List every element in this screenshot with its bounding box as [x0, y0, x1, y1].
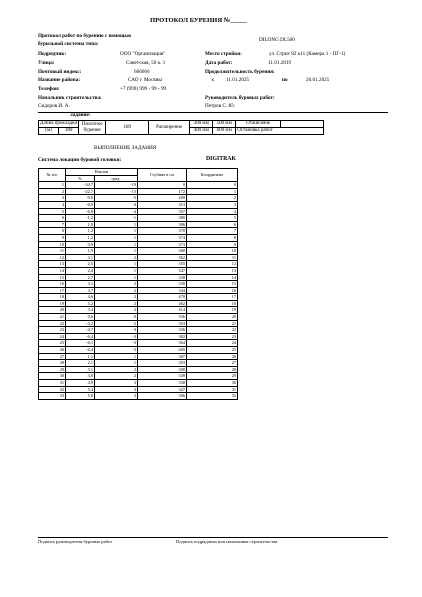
rod-number: 6 — [39, 215, 66, 222]
table-row — [39, 195, 238, 202]
rod-number: 4 — [39, 201, 66, 208]
depth-cm: 349 — [138, 373, 187, 380]
table-row — [39, 300, 238, 307]
rod-number: 21 — [39, 314, 66, 321]
depth-cm: 380 — [138, 215, 187, 222]
duration-to-label: по — [282, 77, 288, 83]
header-length: Координаты — [187, 169, 238, 182]
length-m: 2 — [187, 195, 238, 202]
rod-number: 22 — [39, 320, 66, 327]
length-m: 19 — [187, 307, 238, 314]
footer-left-signature: Подпись руководителя буровых работ — [38, 539, 113, 544]
rod-number: 33 — [39, 393, 66, 400]
depth-cm: 172 — [138, 188, 187, 195]
locator-value: DIGITRAK — [206, 156, 236, 162]
depth-cm: 357 — [138, 208, 187, 215]
incline-degrees: 1 — [95, 221, 138, 228]
incline-percent: 3,8 — [66, 373, 95, 380]
incline-percent: -6,4 — [66, 333, 95, 340]
length-m: 28 — [187, 366, 238, 373]
expansion-1b: 500 мм — [213, 121, 236, 128]
length-m: 27 — [187, 360, 238, 367]
incline-degrees: -5 — [95, 195, 138, 202]
depth-cm: 306 — [138, 393, 187, 400]
table-row — [39, 320, 238, 327]
incline-degrees: -4 — [95, 208, 138, 215]
table-row — [39, 248, 238, 255]
depth-cm: 330 — [138, 281, 187, 288]
table-row — [39, 340, 238, 347]
incline-degrees: 1 — [95, 267, 138, 274]
footer-divider — [38, 537, 388, 538]
work-date-value: 11.01.2019 — [268, 60, 292, 66]
phone-label: Телефон: — [38, 86, 60, 92]
contractor-label: Подрядчик: — [38, 51, 67, 57]
incline-degrees: -3 — [95, 327, 138, 334]
incline-degrees: -19 — [95, 182, 138, 189]
rod-number: 26 — [39, 347, 66, 354]
depth-cm: 386 — [138, 221, 187, 228]
drilling-head-value: Петров С. Ю. — [205, 103, 235, 109]
document-title: ПРОТОКОЛ БУРЕНИЯ №_____ — [150, 17, 247, 24]
incline-degrees: 0 — [95, 314, 138, 321]
incline-percent: -6,9 — [66, 201, 95, 208]
rod-number: 9 — [39, 234, 66, 241]
incline-percent: 2,5 — [66, 261, 95, 268]
drilling-data-table — [38, 168, 238, 400]
length-label: Длина прокладки — [40, 121, 78, 126]
depth-cm: 308 — [138, 366, 187, 373]
table-row — [39, 333, 238, 340]
task-label: Задание: — [70, 112, 91, 118]
length-m: 20 — [187, 314, 238, 321]
incline-degrees: 3 — [95, 393, 138, 400]
rod-number: 16 — [39, 281, 66, 288]
footer-right-signature: Подпись подрядчика или начальника строительства — [176, 539, 278, 544]
table-row — [39, 208, 238, 215]
incline-degrees: 1 — [95, 274, 138, 281]
depth-cm: 382 — [138, 333, 187, 340]
depth-cm: 336 — [138, 314, 187, 321]
incline-degrees: 1 — [95, 353, 138, 360]
incline-percent: 1,9 — [66, 248, 95, 255]
incline-degrees: 1 — [95, 261, 138, 268]
header-rod: № п/п — [39, 169, 66, 182]
expansion-2b: 600 мм — [213, 128, 236, 135]
depth-cm: 344 — [138, 287, 187, 294]
depth-cm: 209 — [138, 195, 187, 202]
length-m: 8 — [187, 234, 238, 241]
incline-degrees: 2 — [95, 366, 138, 373]
table-row — [39, 241, 238, 248]
length-m: 17 — [187, 294, 238, 301]
expansion-2a: 400 мм — [190, 128, 213, 135]
site-label: Место стройки: — [205, 51, 242, 57]
incline-percent: -1,2 — [66, 215, 95, 222]
incline-percent: 3,1 — [66, 366, 95, 373]
length-m: 14 — [187, 274, 238, 281]
length-m: 22 — [187, 327, 238, 334]
table-row — [39, 228, 238, 235]
depth-cm: 353 — [138, 360, 187, 367]
incline-percent: 1,2 — [66, 228, 95, 235]
rod-number: 10 — [39, 241, 66, 248]
table-row — [39, 215, 238, 222]
incline-percent: 1,9 — [66, 221, 95, 228]
incline-degrees: 2 — [95, 281, 138, 288]
locator-label: Система локации буровой головки: — [38, 157, 122, 163]
length-cell — [39, 128, 79, 135]
rod-number: 28 — [39, 360, 66, 367]
incline-percent: 3,1 — [66, 281, 95, 288]
rod-number: 27 — [39, 353, 66, 360]
header-degrees: град. — [95, 175, 138, 182]
table-row — [39, 182, 238, 189]
length-m: 25 — [187, 347, 238, 354]
length-m: 29 — [187, 373, 238, 380]
incline-degrees: 2 — [95, 300, 138, 307]
site-value: ул. Стрит 82 к11 (Камера 1 - ПГ-1) — [269, 51, 346, 57]
length-unit: (м) — [39, 128, 59, 134]
rod-number: 31 — [39, 380, 66, 387]
expansion-label: Расширение — [149, 121, 190, 135]
incline-percent: 2,1 — [66, 360, 95, 367]
depth-cm: 387 — [138, 353, 187, 360]
length-m: 16 — [187, 287, 238, 294]
drill-model: DILONG DL500 — [259, 37, 295, 43]
length-m: 7 — [187, 228, 238, 235]
depth-cm: 0 — [138, 182, 187, 189]
header-percent: % — [66, 175, 95, 182]
length-m: 32 — [187, 393, 238, 400]
table-row — [39, 188, 238, 195]
table-row — [39, 386, 238, 393]
incline-percent: 4,9 — [66, 380, 95, 387]
incline-percent: 4,6 — [66, 294, 95, 301]
depth-cm: 373 — [138, 241, 187, 248]
depth-cm: 405 — [138, 347, 187, 354]
incline-percent: 1,2 — [66, 234, 95, 241]
length-m: 21 — [187, 320, 238, 327]
depth-cm: 338 — [138, 380, 187, 387]
depth-cm: 362 — [138, 254, 187, 261]
rod-number: 1 — [39, 182, 66, 189]
heading-line-2: бурильной системы типа: — [38, 41, 99, 47]
district-value: САО г. Москвы — [128, 77, 162, 83]
incline-percent: 3,1 — [66, 254, 95, 261]
length-m: 18 — [187, 300, 238, 307]
incline-percent: 3,4 — [66, 307, 95, 314]
length-m: 13 — [187, 267, 238, 274]
incline-percent: 0,9 — [66, 241, 95, 248]
rod-number: 19 — [39, 300, 66, 307]
table-row — [39, 307, 238, 314]
length-m: 1 — [187, 188, 238, 195]
postcode-label: Почтовый индекс: — [38, 69, 82, 75]
length-m: 3 — [187, 201, 238, 208]
table-row — [39, 234, 238, 241]
length-m: 9 — [187, 241, 238, 248]
rod-number: 8 — [39, 228, 66, 235]
duration-from: 11.01.2025 — [226, 77, 250, 83]
length-m: 30 — [187, 380, 238, 387]
table-row — [39, 221, 238, 228]
rod-number: 30 — [39, 373, 66, 380]
length-m: 6 — [187, 221, 238, 228]
heading-line-1: Протокол работ по бурению с помощью — [38, 33, 132, 39]
table-row — [39, 347, 238, 354]
length-m: 31 — [187, 386, 238, 393]
depth-cm: 478 — [138, 294, 187, 301]
incline-percent: 5,4 — [66, 386, 95, 393]
calibration-label: Отжигание — [236, 121, 281, 128]
incline-degrees: 1 — [95, 241, 138, 248]
depth-cm: 368 — [138, 248, 187, 255]
drilling-head-label: Руководитель буровых работ: — [205, 95, 275, 101]
incline-degrees: -3 — [95, 333, 138, 340]
incline-percent: -4,7 — [66, 327, 95, 334]
incline-degrees: 3 — [95, 386, 138, 393]
contractor-value: ООО "Организация" — [120, 51, 166, 57]
table-row — [39, 366, 238, 373]
rod-number: 11 — [39, 248, 66, 255]
incline-percent: 5,2 — [66, 300, 95, 307]
incline-degrees: -1 — [95, 215, 138, 222]
expansion-1a: 300 мм — [190, 121, 213, 128]
work-date-label: Дата работ: — [205, 60, 233, 66]
table-row — [39, 267, 238, 274]
rod-number: 17 — [39, 287, 66, 294]
incline-percent: 3,7 — [66, 287, 95, 294]
header-inclination: Наклон — [66, 169, 138, 176]
rod-number: 18 — [39, 294, 66, 301]
table-row — [39, 281, 238, 288]
incline-percent: 0,6 — [66, 314, 95, 321]
length-value: 180 — [64, 128, 73, 133]
incline-degrees: -3 — [95, 340, 138, 347]
depth-cm: 374 — [138, 234, 187, 241]
table-row — [39, 353, 238, 360]
incline-percent: -6,8 — [66, 208, 95, 215]
incline-degrees: 2 — [95, 294, 138, 301]
length-m: 23 — [187, 333, 238, 340]
incline-degrees: 1 — [95, 234, 138, 241]
incline-degrees: -2 — [95, 320, 138, 327]
duration-from-label: с — [212, 77, 215, 83]
incline-degrees: 1 — [95, 360, 138, 367]
length-m: 10 — [187, 248, 238, 255]
task-dimensions-table — [38, 120, 324, 135]
incline-degrees: 3 — [95, 380, 138, 387]
rod-number: 2 — [39, 188, 66, 195]
construction-head-value: Сидоров И. А. — [38, 103, 70, 109]
rod-number: 20 — [39, 307, 66, 314]
incline-degrees: 2 — [95, 373, 138, 380]
length-m: 12 — [187, 261, 238, 268]
table-row — [39, 287, 238, 294]
depth-cm: 414 — [138, 307, 187, 314]
rod-number: 24 — [39, 333, 66, 340]
rod-number: 29 — [39, 366, 66, 373]
district-label: Название района: — [38, 77, 81, 83]
duration-label: Продолжительность бурения: — [205, 69, 275, 75]
length-m: 24 — [187, 340, 238, 347]
table-row — [39, 373, 238, 380]
depth-cm: 364 — [138, 340, 187, 347]
stop-label: Остановка работ — [236, 128, 324, 135]
rod-number: 32 — [39, 386, 66, 393]
depth-cm: 336 — [138, 327, 187, 334]
table-row — [39, 360, 238, 367]
phone-value: +7 (999) 999 - 99 - 99 — [120, 86, 167, 92]
depth-cm: 353 — [138, 320, 187, 327]
street-label: Улица: — [38, 60, 55, 66]
depth-cm: 347 — [138, 267, 187, 274]
pilot-label: Пилотное бурение — [79, 121, 106, 135]
incline-percent: 1,1 — [66, 353, 95, 360]
length-m: 26 — [187, 353, 238, 360]
table-row — [39, 380, 238, 387]
table-row — [39, 254, 238, 261]
incline-degrees: 2 — [95, 254, 138, 261]
incline-percent: 2,4 — [66, 267, 95, 274]
incline-percent: -6,4 — [66, 347, 95, 354]
depth-cm: 313 — [138, 201, 187, 208]
rod-number: 12 — [39, 254, 66, 261]
table-row — [39, 327, 238, 334]
rod-number: 25 — [39, 340, 66, 347]
table-row — [39, 393, 238, 400]
rod-number: 14 — [39, 267, 66, 274]
incline-percent: -3,2 — [66, 320, 95, 327]
table-row — [39, 314, 238, 321]
incline-percent: 2,7 — [66, 274, 95, 281]
incline-percent: -6,1 — [66, 340, 95, 347]
depth-cm: 378 — [138, 228, 187, 235]
table-row — [39, 261, 238, 268]
construction-head-label: Начальник строительства: — [38, 95, 102, 101]
incline-degrees: -4 — [95, 201, 138, 208]
pilot-value: 189 — [106, 121, 149, 135]
rod-number: 7 — [39, 221, 66, 228]
length-m: 5 — [187, 215, 238, 222]
incline-percent: 5,8 — [66, 393, 95, 400]
rod-number: 23 — [39, 327, 66, 334]
table-row — [39, 294, 238, 301]
rod-number: 3 — [39, 195, 66, 202]
incline-percent: -34,7 — [66, 182, 95, 189]
incline-degrees: 1 — [95, 248, 138, 255]
incline-degrees: -13 — [95, 188, 138, 195]
length-m: 0 — [187, 182, 238, 189]
incline-degrees: 2 — [95, 287, 138, 294]
incline-degrees: 1 — [95, 228, 138, 235]
incline-degrees: -3 — [95, 347, 138, 354]
duration-to: 20.01.2025 — [306, 77, 330, 83]
length-m: 4 — [187, 208, 238, 215]
depth-cm: 462 — [138, 300, 187, 307]
table-row — [39, 274, 238, 281]
depth-cm: 355 — [138, 261, 187, 268]
table-row — [39, 201, 238, 208]
incline-percent: -9,9 — [66, 195, 95, 202]
incline-percent: -22,7 — [66, 188, 95, 195]
calibration-value — [281, 121, 324, 128]
rod-number: 15 — [39, 274, 66, 281]
header-depth: Глубина в см — [138, 169, 187, 182]
rod-number: 13 — [39, 261, 66, 268]
length-m: 15 — [187, 281, 238, 288]
incline-degrees: 2 — [95, 307, 138, 314]
depth-cm: 338 — [138, 274, 187, 281]
depth-cm: 327 — [138, 386, 187, 393]
postcode-value: 666666 — [134, 69, 150, 75]
execution-label: ВЫПОЛНЕНИЕ ЗАДАНИЯ — [94, 145, 157, 151]
rod-number: 5 — [39, 208, 66, 215]
street-value: Советская, 50 к. 1 — [126, 60, 166, 66]
length-m: 11 — [187, 254, 238, 261]
